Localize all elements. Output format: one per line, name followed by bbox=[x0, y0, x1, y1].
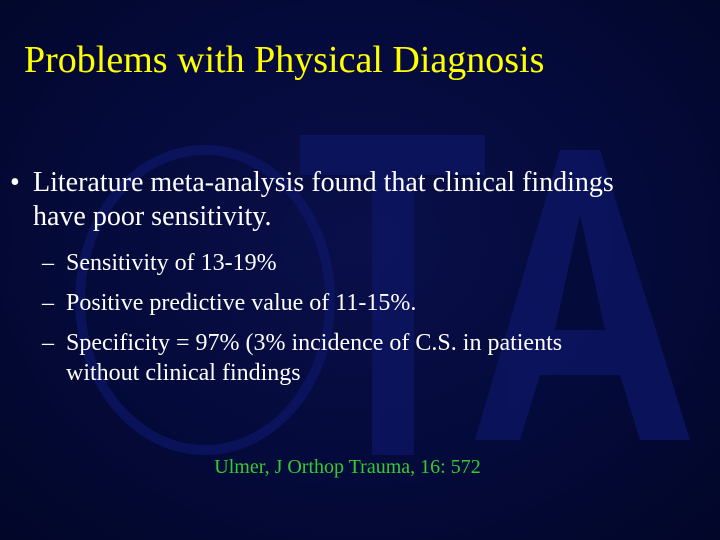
sub-bullet-text: Sensitivity of 13-19% bbox=[66, 250, 277, 276]
slide-title: Problems with Physical Diagnosis bbox=[24, 39, 545, 81]
citation: Ulmer, J Orthop Trauma, 16: 572 bbox=[214, 456, 481, 478]
sub-bullet-text: Positive predictive value of 11-15%. bbox=[66, 290, 417, 316]
sub-bullet-list bbox=[0, 248, 720, 388]
sub-bullet-specificity bbox=[0, 328, 586, 388]
sub-bullet-ppv bbox=[0, 288, 586, 318]
sub-bullet-marker: – bbox=[42, 330, 54, 356]
sub-bullet-sensitivity bbox=[0, 248, 586, 278]
bullet-text: Literature meta-analysis found that clinical findings have poor sensitivity. bbox=[33, 167, 614, 232]
bullet-marker: • bbox=[10, 167, 20, 198]
sub-bullet-marker: – bbox=[42, 250, 54, 276]
sub-bullet-marker: – bbox=[42, 290, 54, 316]
bullet-list bbox=[0, 166, 720, 398]
sub-bullet-text: Specificity = 97% (3% incidence of C.S. in patients without clinical findings bbox=[66, 330, 563, 386]
bullet-item bbox=[0, 166, 633, 234]
